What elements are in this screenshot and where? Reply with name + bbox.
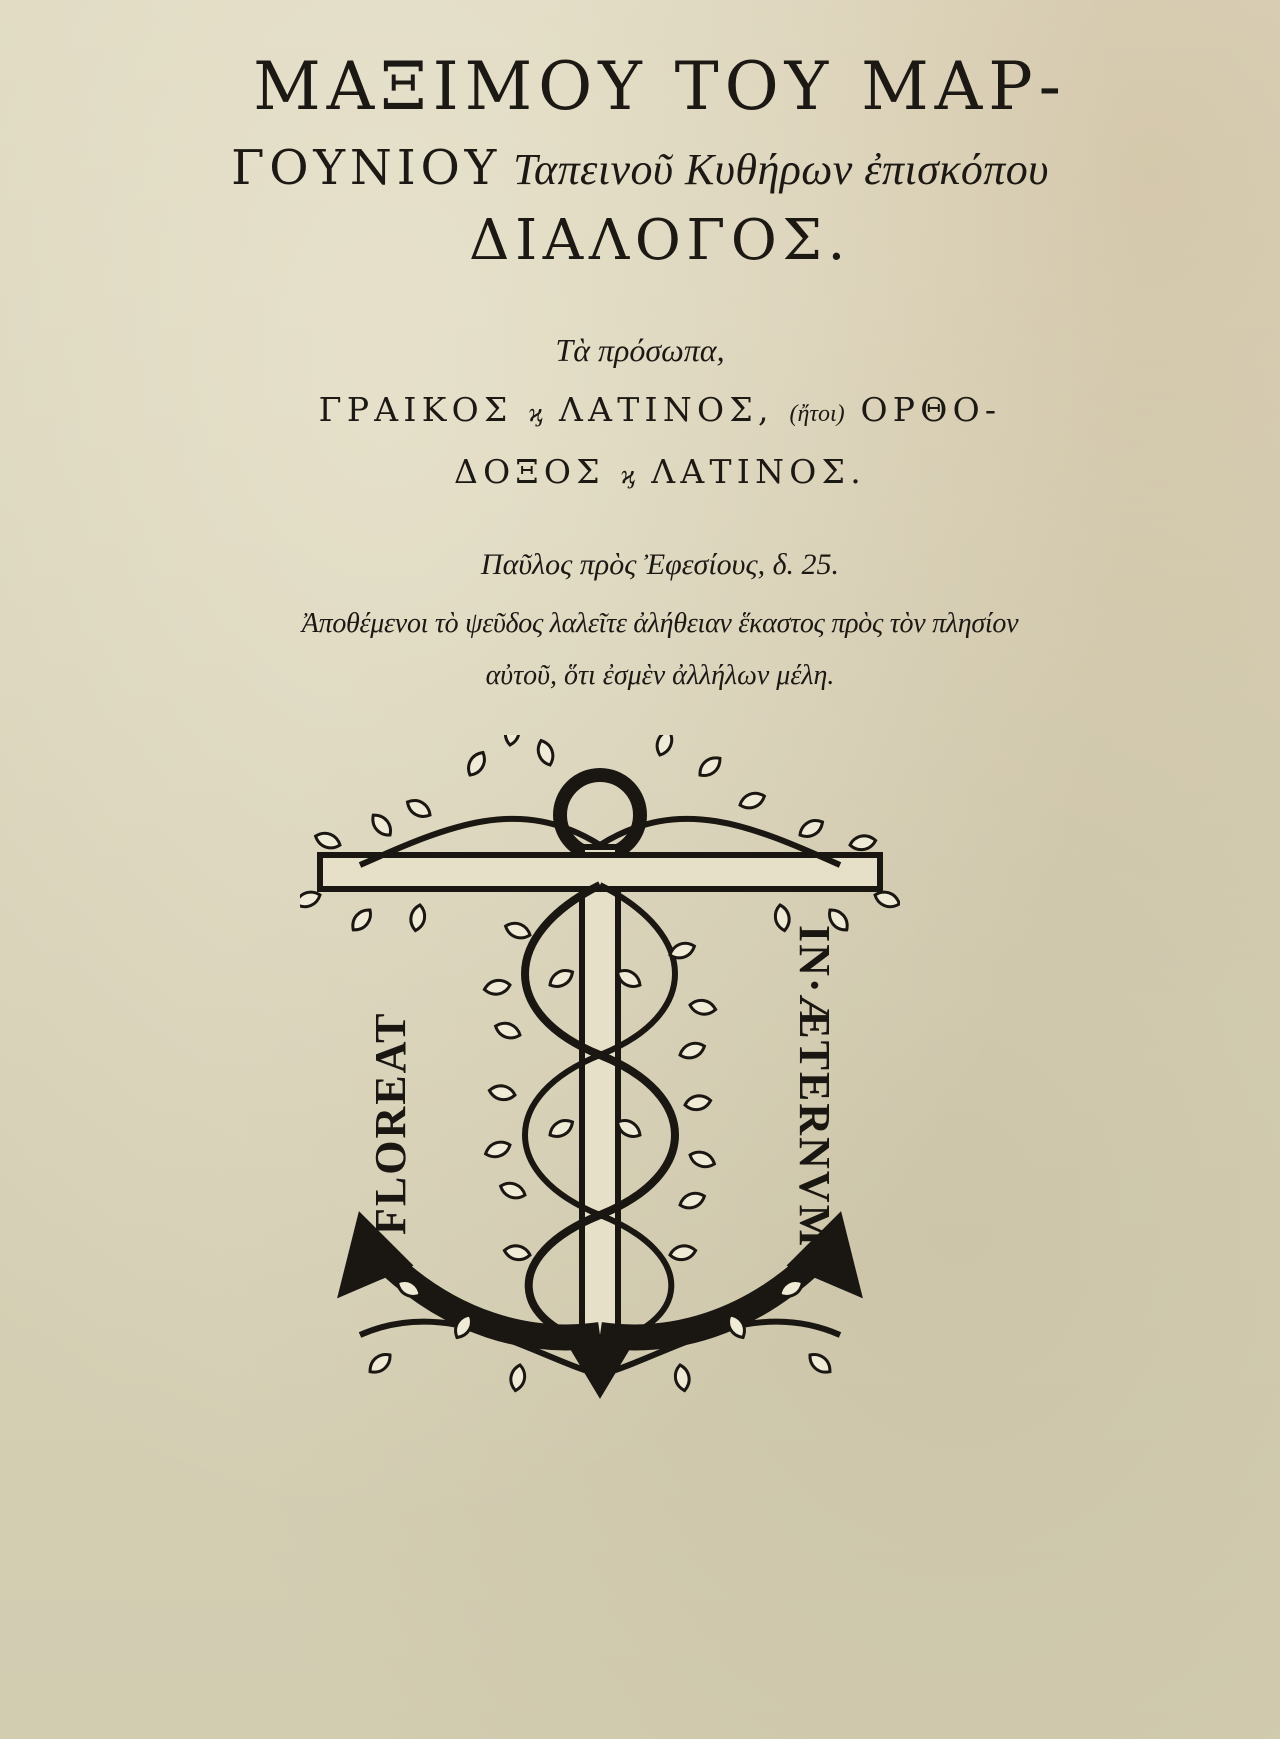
motto-right: IN·ÆTERNVM xyxy=(790,925,839,1249)
author-surname: ΓΟΥΝΙΟΥ xyxy=(231,140,502,196)
persons-line-2 xyxy=(0,452,1280,491)
persons-and-2: ϗ xyxy=(620,459,636,489)
persons-and-1: ϗ xyxy=(528,397,544,427)
persons-label: Τὰ πρόσωπα, xyxy=(555,332,725,368)
motto-left: FLOREAT xyxy=(366,1011,415,1235)
persons-graikos: ΓΡΑΙΚΟΣ xyxy=(318,390,513,429)
title-line-2 xyxy=(0,140,1280,196)
title-line-3: ΔΙΑΛΟΓΟΣ. xyxy=(469,208,851,273)
quote-line-2: αὐτοῦ, ὅτι ἐσμὲν ἀλλήλων μέλη. xyxy=(485,660,835,691)
quote-line-1: Ἀποθέμενοι τὸ ψεῦδος λαλεῖτε ἀλήθειαν ἕκαστος πρὸς τὸν πλησίον xyxy=(301,608,1019,639)
persons-latinos-2: ΛΑΤΙΝΟΣ. xyxy=(651,452,866,491)
persons-ortho: ΟΡΘΟ- xyxy=(860,390,1002,429)
persons-doxos: ΔΟΞΟΣ xyxy=(453,452,605,491)
scripture-citation: Παῦλος πρὸς Ἐφεσίους, δ. 25. xyxy=(480,548,840,581)
persons-latinos: ΛΑΤΙΝΟΣ, xyxy=(559,390,774,429)
printer-device-woodcut xyxy=(300,735,900,1515)
persons-line-1 xyxy=(0,390,1280,429)
persons-paren: (ἤτοι) xyxy=(789,401,845,427)
author-office: Ταπεινοῦ Κυθήρων ἐπισκόπου xyxy=(513,145,1049,194)
title-line-1: ΜΑΞΙΜΟΥ ΤΟΥ ΜΑΡ- xyxy=(253,48,1067,125)
